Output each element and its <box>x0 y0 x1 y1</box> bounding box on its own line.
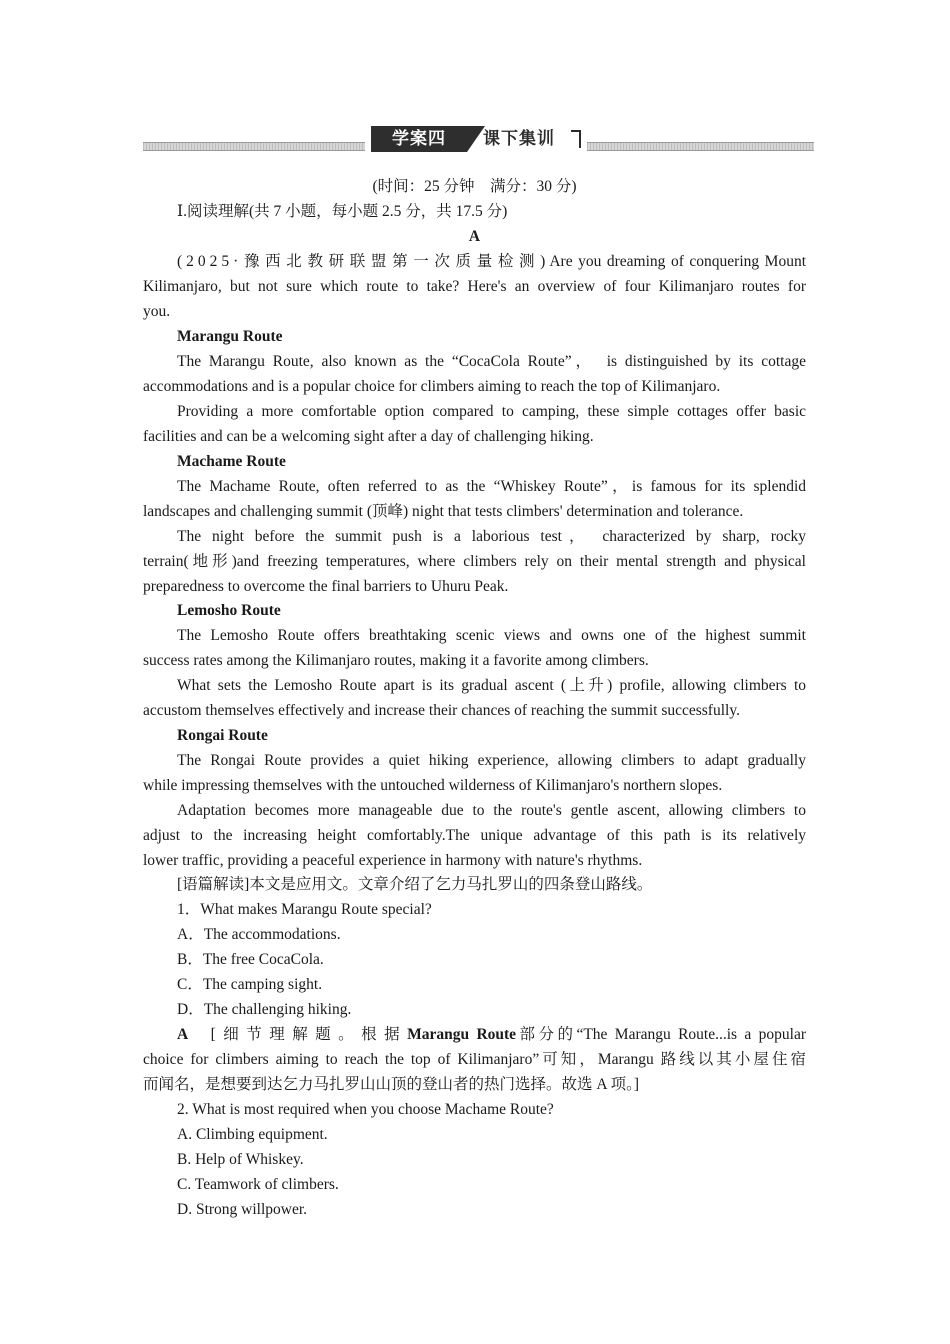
passage-analysis: [语篇解读]本文是应用文。文章介绍了乞力马扎罗山的四条登山路线。 <box>177 876 653 893</box>
machame-p2-line-2: terrain(地形)and freezing temperatures, where climbers rely on their mental strength and physical <box>143 553 806 570</box>
section-title: Ⅰ.阅读理解(共 7 小题，每小题 2.5 分，共 17.5 分) <box>177 203 508 220</box>
q1-option-d: D．The challenging hiking. <box>177 1001 352 1018</box>
q2-question: 2. What is most required when you choose Machame Route? <box>177 1101 554 1118</box>
q2-option-b: B. Help of Whiskey. <box>177 1151 304 1168</box>
q2-option-d: D. Strong willpower. <box>177 1201 308 1218</box>
q1-explanation-line-2: choice for climbers aiming to reach the top of Kilimanjaro”可知，Marangu 路线以其小屋住宿 <box>143 1051 806 1068</box>
marangu-heading: Marangu Route <box>177 328 283 345</box>
q1-answer-letter: A <box>177 1026 189 1043</box>
lemosho-p1-line-2: success rates among the Kilimanjaro routes, making it a favorite among climbers. <box>143 652 649 669</box>
banner-subtitle: 课下集训 <box>483 129 555 149</box>
passage-intro-line-3: you. <box>143 303 171 320</box>
marangu-p2-line-1: Providing a more comfortable option compared to camping, these simple cottages offer basic <box>177 403 806 420</box>
banner-rule-left <box>143 142 365 151</box>
rongai-p2-line-1: Adaptation becomes more manageable due to the route's gentle ascent, allowing climbers to <box>177 802 806 819</box>
time-info: (时间：25 分钟 满分：30 分) <box>372 178 577 195</box>
marangu-p1-line-1: The Marangu Route, also known as the “CocaCola Route”， is distinguished by its cottage <box>177 353 806 370</box>
q1-option-c: C．The camping sight. <box>177 976 323 993</box>
q1-question: 1．What makes Marangu Route special? <box>177 901 432 918</box>
passage-intro-text: Are you dreaming of conquering Mount <box>549 253 806 270</box>
marangu-p2-line-2: facilities and can be a welcoming sight after a day of challenging hiking. <box>143 428 594 445</box>
passage-intro-line-1 <box>177 252 806 272</box>
passage-label: A <box>468 228 481 245</box>
machame-p1-line-1: The Machame Route, often referred to as the “Whiskey Route”，is famous for its splendid <box>177 478 806 495</box>
q2-option-a: A. Climbing equipment. <box>177 1126 328 1143</box>
passage-source: (2025·豫西北教研联盟第一次质量检测) <box>177 253 550 270</box>
rongai-p2-line-3: lower traffic, providing a peaceful experience in harmony with nature's rhythms. <box>143 852 643 869</box>
q1-explanation-intro: [细节理解题。根据 <box>210 1026 408 1043</box>
q1-explanation-line-1 <box>177 1025 806 1045</box>
rongai-p2-line-2: adjust to the increasing height comfortably.The unique advantage of this path is its relatively <box>143 827 806 844</box>
lemosho-heading: Lemosho Route <box>177 602 281 619</box>
section-banner <box>143 124 814 154</box>
banner-tag: 学案四 <box>371 126 467 152</box>
rongai-heading: Rongai Route <box>177 727 268 744</box>
q1-explanation-line-3: 而闻名，是想要到达乞力马扎罗山山顶的登山者的热门选择。故选 A 项。] <box>143 1076 640 1093</box>
machame-p2-line-3: preparedness to overcome the final barriers to Uhuru Peak. <box>143 578 509 595</box>
marangu-p1-line-2: accommodations and is a popular choice for climbers aiming to reach the top of Kilimanjaro. <box>143 378 721 395</box>
q1-option-b: B．The free CocaCola. <box>177 951 324 968</box>
lemosho-p1-line-1: The Lemosho Route offers breathtaking scenic views and owns one of the highest summit <box>177 627 806 644</box>
rongai-p1-line-2: while impressing themselves with the untouched wilderness of Kilimanjaro's northern slopes. <box>143 777 723 794</box>
lemosho-p2-line-1: What sets the Lemosho Route apart is its gradual ascent (上升) profile, allowing climbers to <box>177 677 806 694</box>
banner-corner-mark <box>571 130 581 148</box>
q2-option-c: C. Teamwork of climbers. <box>177 1176 339 1193</box>
banner-rule-right <box>587 142 814 151</box>
q1-option-a: A．The accommodations. <box>177 926 341 943</box>
lemosho-p2-line-2: accustom themselves effectively and increase their chances of reaching the summit successfully. <box>143 702 740 719</box>
q1-explanation-quote: 部分的“The Marangu Route...is a popular <box>516 1026 806 1043</box>
passage-intro-line-2: Kilimanjaro, but not sure which route to take? Here's an overview of four Kilimanjaro routes for <box>143 278 806 295</box>
machame-heading: Machame Route <box>177 453 286 470</box>
machame-p1-line-2: landscapes and challenging summit (顶峰) night that tests climbers' determination and tolerance. <box>143 503 744 520</box>
machame-p2-line-1: The night before the summit push is a laborious test， characterized by sharp, rocky <box>177 528 806 545</box>
q1-explanation-keyword: Marangu Route <box>407 1026 517 1043</box>
rongai-p1-line-1: The Rongai Route provides a quiet hiking experience, allowing climbers to adapt gradually <box>177 752 806 769</box>
